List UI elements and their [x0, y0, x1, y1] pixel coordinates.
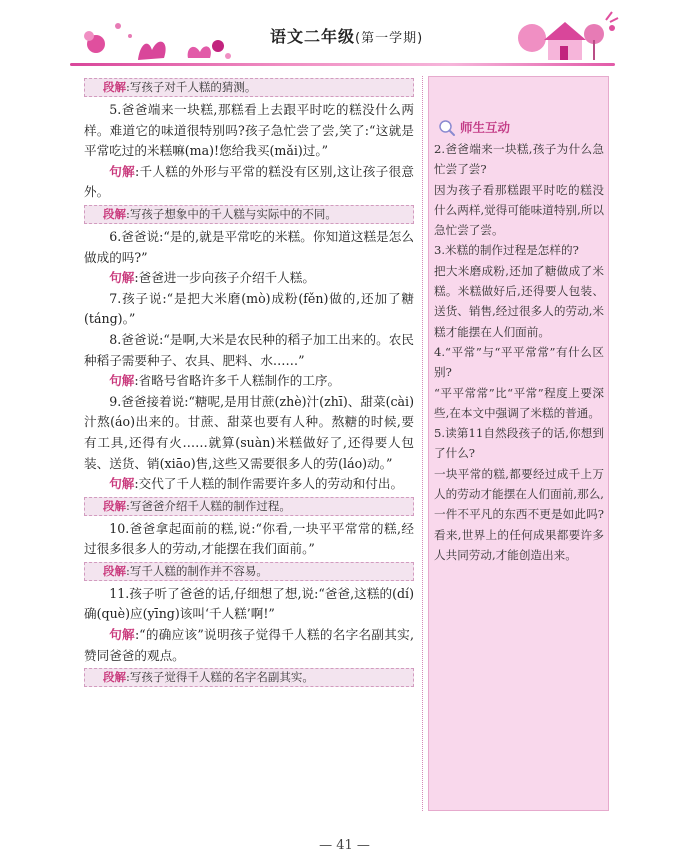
paragraph-11: 11.孩子听了爸爸的话,仔细想了想,说:“爸爸,这糕的(dí)确(què)应(yīng)该叫‘千人糕’啊!”: [84, 585, 414, 622]
question-3: 3.米糕的制作过程是怎样的?: [434, 243, 579, 258]
page-title: [270, 24, 423, 47]
sentence-analysis-11: [84, 625, 414, 666]
question-5: 5.读第11自然段孩子的话,你想到了什么?: [434, 426, 604, 461]
header-term: (第一学期): [355, 31, 424, 46]
sentence-analysis-9: [84, 474, 414, 495]
analysis-label: 段解: [103, 206, 126, 221]
paragraph-9: 9.爸爸接着说:“糖呢,是用甘蔗(zhè)汁(zhī)、甜菜(cài)汁熬(áo)出来的。甘蔗、甜菜也要有人种。熬糖的时候,要有工具,还得有火……就算(suàn)米糕做好了,还得要人包装、送货、销(xiāo)售,这些又需要很多人的劳(láo)动。”: [84, 393, 414, 471]
sentence-analysis-6: [84, 268, 414, 289]
question-2: 2.爸爸端来一块糕,孩子为什么急忙尝了尝?: [434, 142, 604, 177]
header-divider: [70, 63, 615, 66]
magnifier-icon: [438, 119, 456, 137]
sentence-analysis-5: [84, 162, 414, 203]
question-4: 4.“平常”与“平平常常”有什么区别?: [434, 344, 604, 380]
paragraph-analysis-box: [84, 205, 414, 224]
paragraph-8: 8.爸爸说:“是啊,大米是农民种的稻子加工出来的。农民种稻子需要种子、农具、肥料、水……”: [84, 331, 414, 368]
sentence-analysis-label: 句解: [109, 373, 135, 389]
answer-4: “平平常常”比“平常”程度上要深些,在本文中强调了米糕的普通。: [434, 385, 604, 420]
paragraph-10: 10.爸爸拿起面前的糕,说:“你看,一块平平常常的糕,经过很多很多人的劳动,才能摆在我们面前。”: [84, 520, 414, 557]
sentence-analysis-label: 句解: [109, 476, 135, 492]
column-divider: [422, 76, 423, 811]
teacher-student-interaction-panel: [428, 76, 609, 811]
analysis-label: 段解: [103, 563, 126, 578]
butterfly-flower-decoration-icon: [78, 14, 248, 66]
main-text-column: [84, 76, 414, 690]
sentence-analysis-8: [84, 371, 414, 392]
paragraph-6: 6.爸爸说:“是的,就是平常吃的米糕。你知道这糕是怎么做成的吗?”: [84, 228, 414, 265]
paragraph-7: 7.孩子说:“是把大米磨(mò)成粉(fěn)做的,还加了糖(táng)。”: [84, 290, 414, 327]
sentence-analysis-text: :“的确应该”说明孩子觉得千人糕的名字名副其实,赞同爸爸的观点。: [84, 627, 415, 663]
analysis-label: 段解: [103, 670, 126, 685]
sentence-analysis-text: :爸爸进一步向孩子介绍千人糕。: [134, 270, 315, 286]
side-panel-title: [434, 117, 604, 139]
house-tree-decoration-icon: [512, 10, 622, 66]
sentence-analysis-label: 句解: [109, 270, 135, 286]
paragraph-analysis-box: [84, 562, 414, 581]
paragraph-5: 5.爸爸端来一块糕,那糕看上去跟平时吃的糕没什么两样。难道它的味道很特别吗?孩子急忙尝了尝,笑了:“这就是平常吃过的米糕嘛(ma)!您给我买(mǎi)过。”: [84, 102, 414, 159]
paragraph-analysis-box: [84, 78, 414, 97]
page-number: — 41 —: [319, 838, 370, 853]
answer-3: 把大米磨成粉,还加了糖做成了米糕。米糕做好后,还得要人包装、送货、销售,经过很多人的劳动,米糕才能摆在人们面前。: [434, 263, 604, 339]
sentence-analysis-label: 句解: [109, 627, 135, 643]
sentence-analysis-text: :省略号省略许多千人糕制作的工序。: [134, 373, 341, 389]
side-title-text: 师生互动: [460, 120, 511, 135]
analysis-text: :写孩子对千人糕的猜测。: [126, 80, 257, 94]
answer-5: 一块平常的糕,都要经过成千上万人的劳动才能摆在人们面前,那么,一件不平凡的东西不更是如此吗?看来,世界上的任何成果都要许多人共同劳动,才能创造出来。: [434, 466, 604, 562]
header-title-text: 语文二年级: [270, 27, 356, 46]
sentence-analysis-label: 句解: [109, 163, 135, 179]
analysis-label: 段解: [103, 498, 126, 513]
sentence-analysis-text: :交代了千人糕的制作需要许多人的劳动和付出。: [134, 476, 404, 492]
analysis-label: 段解: [103, 80, 126, 94]
paragraph-analysis-box: [84, 668, 414, 687]
analysis-text: :写千人糕的制作并不容易。: [126, 563, 268, 578]
analysis-text: :写爸爸介绍千人糕的制作过程。: [126, 498, 291, 513]
analysis-text: :写孩子觉得千人糕的名字名副其实。: [126, 670, 314, 685]
analysis-text: :写孩子想象中的千人糕与实际中的不同。: [126, 206, 337, 221]
sentence-analysis-text: :千人糕的外形与平常的糕没有区别,这让孩子很意外。: [84, 163, 414, 200]
answer-2: 因为孩子看那糕跟平时吃的糕没什么两样,觉得可能味道特别,所以急忙尝了尝。: [434, 182, 604, 238]
paragraph-analysis-box: [84, 497, 414, 516]
